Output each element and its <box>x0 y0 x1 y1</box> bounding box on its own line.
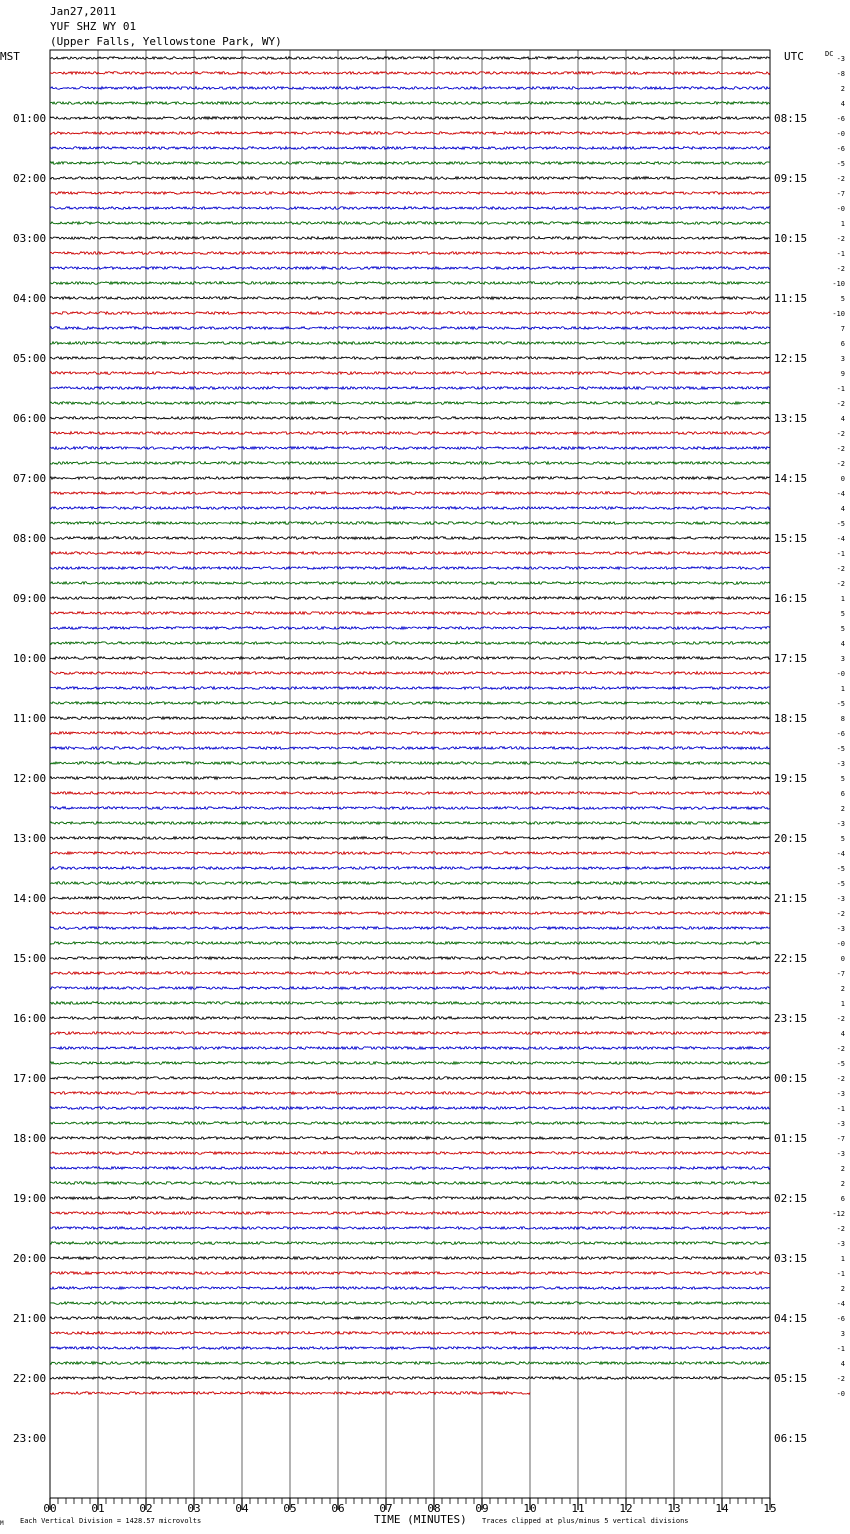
dc-offset-value: 2 <box>840 85 845 93</box>
dc-offset-value: -4 <box>836 850 845 858</box>
right-hour-label: 09:15 <box>774 172 808 185</box>
seismic-trace <box>50 837 770 840</box>
dc-offset-value: -2 <box>836 565 845 573</box>
seismic-trace <box>50 72 770 75</box>
left-hour-label: 18:00 <box>13 1132 47 1145</box>
right-hour-label: 20:15 <box>774 832 808 845</box>
seismic-trace <box>50 1122 770 1125</box>
left-hour-label: 17:00 <box>13 1072 47 1085</box>
seismic-trace <box>50 57 770 60</box>
date-label: Jan27,2011 <box>50 5 117 18</box>
label-layer <box>0 50 845 1527</box>
seismic-trace <box>50 1077 770 1080</box>
dc-offset-value: 4 <box>840 415 845 423</box>
dc-offset-value: 4 <box>840 640 845 648</box>
dc-offset-value: -1 <box>836 550 845 558</box>
dc-offset-value: -3 <box>836 820 845 828</box>
dc-offset-value: -0 <box>836 205 845 213</box>
dc-offset-value: 1 <box>840 220 845 228</box>
dc-offset-value: -10 <box>832 280 845 288</box>
dc-offset-value: -2 <box>836 1075 845 1083</box>
dc-offset-value: 0 <box>840 475 845 483</box>
left-hour-label: 10:00 <box>13 652 47 665</box>
dc-offset-value: -2 <box>836 235 845 243</box>
dc-offset-value: -2 <box>836 1225 845 1233</box>
left-hour-label: 08:00 <box>13 532 47 545</box>
seismic-trace <box>50 447 770 450</box>
seismic-trace <box>50 552 770 555</box>
seismic-trace <box>50 1362 770 1365</box>
dc-offset-value: 2 <box>840 1285 845 1293</box>
seismic-trace <box>50 312 770 315</box>
dc-offset-value: 5 <box>840 775 845 783</box>
dc-offset-value: -2 <box>836 460 845 468</box>
seismic-trace <box>50 87 770 90</box>
seismic-trace <box>50 912 770 915</box>
seismic-trace <box>50 402 770 405</box>
dc-offset-value: 1 <box>840 685 845 693</box>
dc-offset-value: 4 <box>840 1360 845 1368</box>
right-hour-label: 02:15 <box>774 1192 808 1205</box>
seismic-trace <box>50 1212 770 1215</box>
dc-offset-value: -0 <box>836 1390 845 1398</box>
left-hour-label: 15:00 <box>13 952 47 965</box>
dc-offset-value: -6 <box>836 115 845 123</box>
dc-offset-value: -2 <box>836 1045 845 1053</box>
left-hour-label: 02:00 <box>13 172 47 185</box>
dc-offset-value: 6 <box>840 790 845 798</box>
seismic-trace <box>50 1242 770 1245</box>
right-hour-label: 23:15 <box>774 1012 808 1025</box>
dc-offset-value: -0 <box>836 940 845 948</box>
dc-offset-value: -2 <box>836 580 845 588</box>
dc-offset-value: -3 <box>836 55 845 63</box>
dc-offset-value: -3 <box>836 895 845 903</box>
seismic-trace <box>50 132 770 135</box>
x-tick-label: 14 <box>715 1502 729 1515</box>
seismic-trace <box>50 147 770 150</box>
dc-offset-value: -3 <box>836 925 845 933</box>
seismic-trace <box>50 942 770 945</box>
left-hour-label: 05:00 <box>13 352 47 365</box>
dc-offset-value: -5 <box>836 700 845 708</box>
right-hour-label: 11:15 <box>774 292 808 305</box>
seismic-trace <box>50 627 770 630</box>
seismic-trace <box>50 267 770 270</box>
seismic-trace <box>50 462 770 465</box>
right-hour-label: 17:15 <box>774 652 808 665</box>
left-hour-label: 16:00 <box>13 1012 47 1025</box>
left-hour-label: 01:00 <box>13 112 47 125</box>
dc-offset-value: -2 <box>836 1015 845 1023</box>
dc-offset-value: -0 <box>836 130 845 138</box>
left-hour-label: 22:00 <box>13 1372 47 1385</box>
seismic-trace <box>50 1017 770 1020</box>
seismic-trace <box>50 687 770 690</box>
dc-offset-value: 3 <box>840 355 845 363</box>
dc-offset-value: 1 <box>840 595 845 603</box>
left-hour-label: 23:00 <box>13 1432 47 1445</box>
dc-offset-value: -7 <box>836 190 845 198</box>
dc-offset-value: -2 <box>836 445 845 453</box>
right-hour-label: 14:15 <box>774 472 808 485</box>
seismic-trace <box>50 822 770 825</box>
x-tick-label: 03 <box>187 1502 201 1515</box>
x-tick-label: 12 <box>619 1502 633 1515</box>
dc-offset-value: 1 <box>840 1000 845 1008</box>
x-tick-label: 07 <box>379 1502 393 1515</box>
right-hour-label: 08:15 <box>774 112 808 125</box>
seismic-trace <box>50 807 770 810</box>
seismic-trace <box>50 537 770 540</box>
seismic-trace <box>50 1377 770 1380</box>
dc-offset-value: -0 <box>836 670 845 678</box>
left-hour-label: 09:00 <box>13 592 47 605</box>
seismic-trace <box>50 432 770 435</box>
seismic-trace <box>50 1092 770 1095</box>
dc-offset-value: 6 <box>840 1195 845 1203</box>
x-tick-label: 06 <box>331 1502 345 1515</box>
x-tick-label: 09 <box>475 1502 489 1515</box>
dc-offset-value: -1 <box>836 1345 845 1353</box>
seismic-trace <box>50 927 770 930</box>
dc-offset-value: -12 <box>832 1210 845 1218</box>
dc-offset-value: -1 <box>836 1270 845 1278</box>
grid-layer <box>50 50 770 1510</box>
seismic-trace <box>50 732 770 735</box>
seismic-trace <box>50 117 770 120</box>
seismic-trace <box>50 597 770 600</box>
left-hour-label: 20:00 <box>13 1252 47 1265</box>
seismic-trace <box>50 957 770 960</box>
seismic-trace <box>50 582 770 585</box>
left-hour-label: 03:00 <box>13 232 47 245</box>
left-hour-label: 14:00 <box>13 892 47 905</box>
dc-offset-value: -2 <box>836 910 845 918</box>
seismic-trace <box>50 327 770 330</box>
dc-offset-value: -4 <box>836 535 845 543</box>
dc-offset-value: 2 <box>840 1180 845 1188</box>
left-hour-label: 19:00 <box>13 1192 47 1205</box>
seismic-trace <box>50 1047 770 1050</box>
location-label: (Upper Falls, Yellowstone Park, WY) <box>50 35 282 48</box>
seismic-trace <box>50 192 770 195</box>
seismic-trace <box>50 1152 770 1155</box>
seismic-trace <box>50 507 770 510</box>
x-tick-label: 01 <box>91 1502 105 1515</box>
x-tick-label: 04 <box>235 1502 249 1515</box>
dc-offset-value: -3 <box>836 1120 845 1128</box>
seismic-trace <box>50 1317 770 1320</box>
seismic-trace <box>50 342 770 345</box>
dc-offset-value: 4 <box>840 100 845 108</box>
seismic-trace <box>50 357 770 360</box>
dc-offset-value: 3 <box>840 655 845 663</box>
x-tick-label: 13 <box>667 1502 681 1515</box>
dc-offset-value: -3 <box>836 1240 845 1248</box>
seismic-trace <box>50 387 770 390</box>
seismic-trace <box>50 417 770 420</box>
seismic-trace <box>50 297 770 300</box>
seismic-trace <box>50 972 770 975</box>
left-hour-label: 12:00 <box>13 772 47 785</box>
dc-offset-value: -1 <box>836 1105 845 1113</box>
left-hour-label: 11:00 <box>13 712 47 725</box>
seismic-trace <box>50 747 770 750</box>
seismic-trace <box>50 237 770 240</box>
right-hour-label: 21:15 <box>774 892 808 905</box>
dc-offset-value: -5 <box>836 745 845 753</box>
dc-offset-value: -2 <box>836 175 845 183</box>
seismic-trace <box>50 1107 770 1110</box>
right-hour-label: 01:15 <box>774 1132 808 1145</box>
left-hour-label: 07:00 <box>13 472 47 485</box>
dc-offset-value: -6 <box>836 145 845 153</box>
dc-offset-value: 4 <box>840 505 845 513</box>
right-hour-label: 06:15 <box>774 1432 808 1445</box>
dc-offset-value: -6 <box>836 730 845 738</box>
seismic-trace <box>50 642 770 645</box>
seismic-trace <box>50 612 770 615</box>
footer-left-note: Each Vertical Division = 1428.57 microvolts <box>20 1517 202 1525</box>
seismic-trace <box>50 1227 770 1230</box>
corner-mark: M <box>0 1520 4 1527</box>
dc-offset-value: -3 <box>836 1150 845 1158</box>
right-hour-label: 18:15 <box>774 712 808 725</box>
seismic-trace <box>50 987 770 990</box>
footer-right-note: Traces clipped at plus/minus 5 vertical divisions <box>482 1517 689 1525</box>
seismic-trace <box>50 1287 770 1290</box>
dc-offset-value: -8 <box>836 70 845 78</box>
right-hour-label: 12:15 <box>774 352 808 365</box>
dc-offset-value: -2 <box>836 265 845 273</box>
dc-offset-value: -5 <box>836 865 845 873</box>
x-tick-label: 05 <box>283 1502 297 1515</box>
dc-offset-value: -3 <box>836 760 845 768</box>
right-hour-label: 03:15 <box>774 1252 808 1265</box>
dc-offset-value: 8 <box>840 715 845 723</box>
dc-offset-value: -2 <box>836 430 845 438</box>
seismic-trace <box>50 372 770 375</box>
seismic-trace <box>50 717 770 720</box>
seismic-trace <box>50 762 770 765</box>
seismic-trace <box>50 1197 770 1200</box>
dc-offset-value: 4 <box>840 1030 845 1038</box>
dc-offset-value: 1 <box>840 1255 845 1263</box>
left-hour-label: 21:00 <box>13 1312 47 1325</box>
right-hour-label: 22:15 <box>774 952 808 965</box>
seismic-trace <box>50 1302 770 1305</box>
dc-offset-value: 0 <box>840 955 845 963</box>
right-hour-label: 10:15 <box>774 232 808 245</box>
right-timezone-label: UTC <box>784 50 804 63</box>
dc-offset-value: -2 <box>836 400 845 408</box>
dc-label: DC <box>825 50 834 58</box>
dc-offset-value: 5 <box>840 835 845 843</box>
x-tick-label: 11 <box>571 1502 585 1515</box>
dc-offset-value: 3 <box>840 1330 845 1338</box>
seismic-trace <box>50 477 770 480</box>
right-hour-label: 04:15 <box>774 1312 808 1325</box>
seismic-trace <box>50 897 770 900</box>
dc-offset-value: -5 <box>836 160 845 168</box>
left-hour-label: 06:00 <box>13 412 47 425</box>
seismic-trace <box>50 252 770 255</box>
seismic-trace <box>50 792 770 795</box>
left-hour-label: 13:00 <box>13 832 47 845</box>
right-hour-label: 13:15 <box>774 412 808 425</box>
dc-offset-value: -5 <box>836 880 845 888</box>
dc-offset-value: 9 <box>840 370 845 378</box>
seismic-trace <box>50 1347 770 1350</box>
dc-offset-value: 6 <box>840 340 845 348</box>
dc-offset-value: 5 <box>840 295 845 303</box>
seismic-trace <box>50 282 770 285</box>
seismic-trace <box>50 1137 770 1140</box>
seismic-trace <box>50 1332 770 1335</box>
dc-offset-value: -5 <box>836 1060 845 1068</box>
x-axis-label: TIME (MINUTES) <box>374 1513 467 1526</box>
seismic-trace <box>50 657 770 660</box>
dc-offset-value: -6 <box>836 1315 845 1323</box>
x-tick-label: 10 <box>523 1502 537 1515</box>
right-hour-label: 00:15 <box>774 1072 808 1085</box>
dc-offset-value: -1 <box>836 385 845 393</box>
dc-offset-value: -5 <box>836 520 845 528</box>
dc-offset-value: 2 <box>840 805 845 813</box>
dc-offset-value: -7 <box>836 1135 845 1143</box>
right-hour-label: 05:15 <box>774 1372 808 1385</box>
seismic-trace <box>50 1167 770 1170</box>
seismic-trace <box>50 702 770 705</box>
seismic-trace <box>50 207 770 210</box>
seismic-trace <box>50 882 770 885</box>
seismic-trace <box>50 1032 770 1035</box>
seismic-trace <box>50 162 770 165</box>
right-hour-label: 16:15 <box>774 592 808 605</box>
dc-offset-value: -4 <box>836 1300 845 1308</box>
dc-offset-value: 2 <box>840 985 845 993</box>
seismic-trace <box>50 1272 770 1275</box>
seismic-trace <box>50 852 770 855</box>
seismic-trace <box>50 492 770 495</box>
seismic-trace <box>50 1062 770 1065</box>
dc-offset-value: 5 <box>840 625 845 633</box>
dc-offset-value: 7 <box>840 325 845 333</box>
dc-offset-value: -4 <box>836 490 845 498</box>
dc-offset-value: 2 <box>840 1165 845 1173</box>
seismic-trace <box>50 102 770 105</box>
dc-offset-value: -2 <box>836 1375 845 1383</box>
dc-offset-value: -7 <box>836 970 845 978</box>
x-tick-label: 02 <box>139 1502 153 1515</box>
right-hour-label: 15:15 <box>774 532 808 545</box>
seismic-trace <box>50 777 770 780</box>
seismic-trace <box>50 1257 770 1260</box>
seismic-trace <box>50 867 770 870</box>
station-label: YUF SHZ WY 01 <box>50 20 137 33</box>
seismic-trace <box>50 222 770 225</box>
trace-layer <box>50 57 770 1395</box>
x-tick-label: 15 <box>763 1502 777 1515</box>
dc-offset-value: -3 <box>836 1090 845 1098</box>
x-tick-label: 08 <box>427 1502 441 1515</box>
dc-offset-value: 5 <box>840 610 845 618</box>
seismic-trace <box>50 567 770 570</box>
x-tick-label: 00 <box>43 1502 57 1515</box>
left-timezone-label: MST <box>0 50 20 63</box>
right-hour-label: 19:15 <box>774 772 808 785</box>
dc-offset-value: -1 <box>836 250 845 258</box>
left-hour-label: 04:00 <box>13 292 47 305</box>
dc-offset-value: -10 <box>832 310 845 318</box>
seismic-trace <box>50 177 770 180</box>
seismic-trace <box>50 672 770 675</box>
seismic-trace <box>50 522 770 525</box>
seismic-trace <box>50 1182 770 1185</box>
seismic-trace <box>50 1002 770 1005</box>
